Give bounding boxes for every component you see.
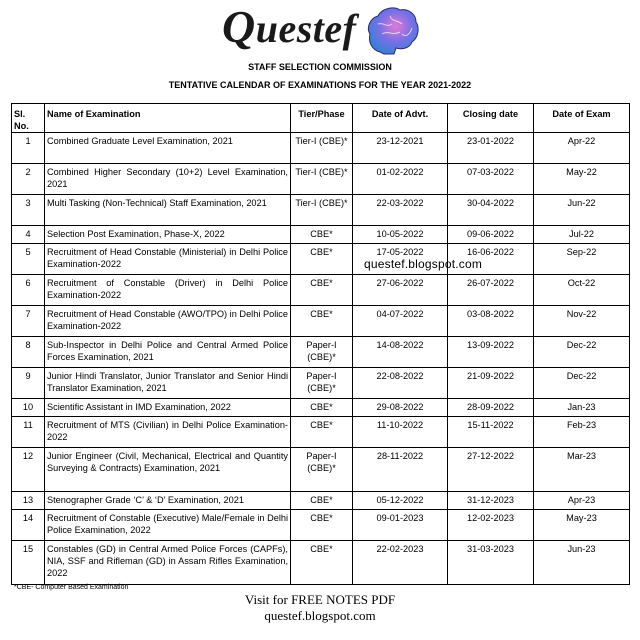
cell-advt-date: 28-11-2022 (353, 448, 448, 492)
cell-closing-date: 21-09-2022 (448, 368, 534, 399)
cell-exam-date: Dec-22 (534, 337, 630, 368)
table-row (12, 399, 630, 417)
cell-exam-name: Recruitment of Head Constable (AWO/TPO) in Delhi Police Examination-2022 (45, 306, 291, 337)
cell-advt-date: 23-12-2021 (353, 133, 448, 164)
cell-sl-no: 7 (12, 306, 45, 337)
cell-tier: Tier-I (CBE)* (291, 195, 353, 226)
cell-exam-date: Jun-22 (534, 195, 630, 226)
table-row (12, 195, 630, 226)
cell-advt-date: 22-08-2022 (353, 368, 448, 399)
cell-sl-no: 13 (12, 492, 45, 510)
cell-tier: CBE* (291, 417, 353, 448)
cell-exam-name: Recruitment of Constable (Driver) in Delhi Police Examination-2022 (45, 275, 291, 306)
table-row (12, 541, 630, 585)
cell-tier: CBE* (291, 541, 353, 585)
cell-advt-date: 01-02-2022 (353, 164, 448, 195)
cell-exam-name: Sub-Inspector in Delhi Police and Central Armed Police Forces Examination, 2021 (45, 337, 291, 368)
cell-closing-date: 31-12-2023 (448, 492, 534, 510)
cell-tier: Tier-I (CBE)* (291, 164, 353, 195)
cell-closing-date: 30-04-2022 (448, 195, 534, 226)
org-name: STAFF SELECTION COMMISSION (248, 62, 392, 72)
page-title: TENTATIVE CALENDAR OF EXAMINATIONS FOR THE YEAR 2021-2022 (168, 80, 472, 90)
cell-exam-name: Multi Tasking (Non-Technical) Staff Examination, 2021 (45, 195, 291, 226)
table-row (12, 164, 630, 195)
cell-exam-date: Mar-23 (534, 448, 630, 492)
cell-tier: CBE* (291, 226, 353, 244)
table-row (12, 417, 630, 448)
cell-tier: CBE* (291, 306, 353, 337)
cell-sl-no: 12 (12, 448, 45, 492)
cell-tier: CBE* (291, 492, 353, 510)
cell-sl-no: 15 (12, 541, 45, 585)
table-row (12, 244, 630, 275)
blog-watermark: questef.blogspot.com (364, 257, 483, 271)
cell-exam-name: Combined Graduate Level Examination, 2021 (45, 133, 291, 164)
table-row (12, 306, 630, 337)
footer-line-2: questef.blogspot.com (264, 608, 376, 623)
cell-advt-date: 10-05-2022 (353, 226, 448, 244)
cell-exam-date: May-22 (534, 164, 630, 195)
cell-exam-date: May-23 (534, 510, 630, 541)
questef-logo (222, 2, 422, 56)
cell-advt-date: 14-08-2022 (353, 337, 448, 368)
cell-closing-date: 23-01-2022 (448, 133, 534, 164)
footnote: *CBE- Computer Based Examination (14, 584, 129, 591)
cell-sl-no: 4 (12, 226, 45, 244)
cell-sl-no: 6 (12, 275, 45, 306)
table-row (12, 510, 630, 541)
cell-closing-date: 31-03-2023 (448, 541, 534, 585)
cell-exam-date: Jul-22 (534, 226, 630, 244)
cell-exam-name: Recruitment of Constable (Executive) Male/Female in Delhi Police Examination, 2022 (45, 510, 291, 541)
header-exam-name: Name of Examination (45, 104, 291, 133)
cell-sl-no: 11 (12, 417, 45, 448)
cell-tier: CBE* (291, 275, 353, 306)
cell-exam-date: Jun-23 (534, 541, 630, 585)
cell-exam-date: Feb-23 (534, 417, 630, 448)
cell-advt-date: 22-02-2023 (353, 541, 448, 585)
cell-advt-date: 29-08-2022 (353, 399, 448, 417)
cell-exam-date: Apr-23 (534, 492, 630, 510)
cell-tier: Paper-I (CBE)* (291, 448, 353, 492)
table-row (12, 448, 630, 492)
table-row (12, 275, 630, 306)
cell-closing-date: 28-09-2022 (448, 399, 534, 417)
header-advt-date: Date of Advt. (353, 104, 448, 133)
cell-advt-date: 05-12-2022 (353, 492, 448, 510)
cell-closing-date: 09-06-2022 (448, 226, 534, 244)
cell-tier: CBE* (291, 399, 353, 417)
table-row (12, 368, 630, 399)
cell-sl-no: 2 (12, 164, 45, 195)
cell-sl-no: 1 (12, 133, 45, 164)
cell-exam-date: Sep-22 (534, 244, 630, 275)
cell-exam-name: Stenographer Grade ‘C’ & ‘D’ Examination, 2021 (45, 492, 291, 510)
cell-sl-no: 8 (12, 337, 45, 368)
cell-tier: Paper-I (CBE)* (291, 337, 353, 368)
cell-advt-date: 11-10-2022 (353, 417, 448, 448)
table-header-row (12, 104, 630, 133)
table-row (12, 226, 630, 244)
cell-closing-date: 27-12-2022 (448, 448, 534, 492)
cell-advt-date: 04-07-2022 (353, 306, 448, 337)
cell-closing-date: 03-08-2022 (448, 306, 534, 337)
cell-closing-date: 12-02-2023 (448, 510, 534, 541)
table-row (12, 492, 630, 510)
cell-exam-name: Combined Higher Secondary (10+2) Level Examination, 2021 (45, 164, 291, 195)
cell-tier: Paper-I (CBE)* (291, 368, 353, 399)
cell-exam-date: Apr-22 (534, 133, 630, 164)
cell-advt-date: 27-06-2022 (353, 275, 448, 306)
cell-exam-date: Jan-23 (534, 399, 630, 417)
logo-wordmark: Questef (222, 1, 357, 52)
cell-closing-date: 13-09-2022 (448, 337, 534, 368)
cell-tier: Tier-I (CBE)* (291, 133, 353, 164)
header-tier: Tier/Phase (291, 104, 353, 133)
cell-exam-name: Junior Engineer (Civil, Mechanical, Electrical and Quantity Surveying & Contracts) Examination, 2021 (45, 448, 291, 492)
header-closing-date: Closing date (448, 104, 534, 133)
table-row (12, 337, 630, 368)
cell-tier: CBE* (291, 510, 353, 541)
cell-sl-no: 3 (12, 195, 45, 226)
cell-tier: CBE* (291, 244, 353, 275)
cell-exam-name: Selection Post Examination, Phase-X, 2022 (45, 226, 291, 244)
cell-closing-date: 07-03-2022 (448, 164, 534, 195)
cell-sl-no: 5 (12, 244, 45, 275)
header-sl-no: Sl. No. (12, 104, 45, 133)
cell-closing-date: 16-06-2022 (448, 244, 534, 275)
brain-icon (362, 4, 422, 56)
cell-exam-date: Dec-22 (534, 368, 630, 399)
cell-advt-date: 22-03-2022 (353, 195, 448, 226)
cell-advt-date: 17-05-2022 (353, 244, 448, 275)
cell-exam-date: Oct-22 (534, 275, 630, 306)
cell-sl-no: 9 (12, 368, 45, 399)
cell-exam-date: Nov-22 (534, 306, 630, 337)
cell-closing-date: 26-07-2022 (448, 275, 534, 306)
cell-exam-name: Recruitment of Head Constable (Ministerial) in Delhi Police Examination-2022 (45, 244, 291, 275)
cell-exam-name: Recruitment of MTS (Civilian) in Delhi Police Examination- 2022 (45, 417, 291, 448)
cell-closing-date: 15-11-2022 (448, 417, 534, 448)
table-row (12, 133, 630, 164)
exam-calendar-table (11, 103, 630, 585)
header-exam-date: Date of Exam (534, 104, 630, 133)
cell-exam-name: Junior Hindi Translator, Junior Translator and Senior Hindi Translator Examination, 2021 (45, 368, 291, 399)
cell-exam-name: Constables (GD) in Central Armed Police Forces (CAPFs), NIA, SSF and Rifleman (GD) in Assam Rifles Examination, 2022 (45, 541, 291, 585)
cell-sl-no: 14 (12, 510, 45, 541)
footer-line-1: Visit for FREE NOTES PDF (244, 592, 396, 607)
cell-sl-no: 10 (12, 399, 45, 417)
cell-advt-date: 09-01-2023 (353, 510, 448, 541)
cell-exam-name: Scientific Assistant in IMD Examination, 2022 (45, 399, 291, 417)
